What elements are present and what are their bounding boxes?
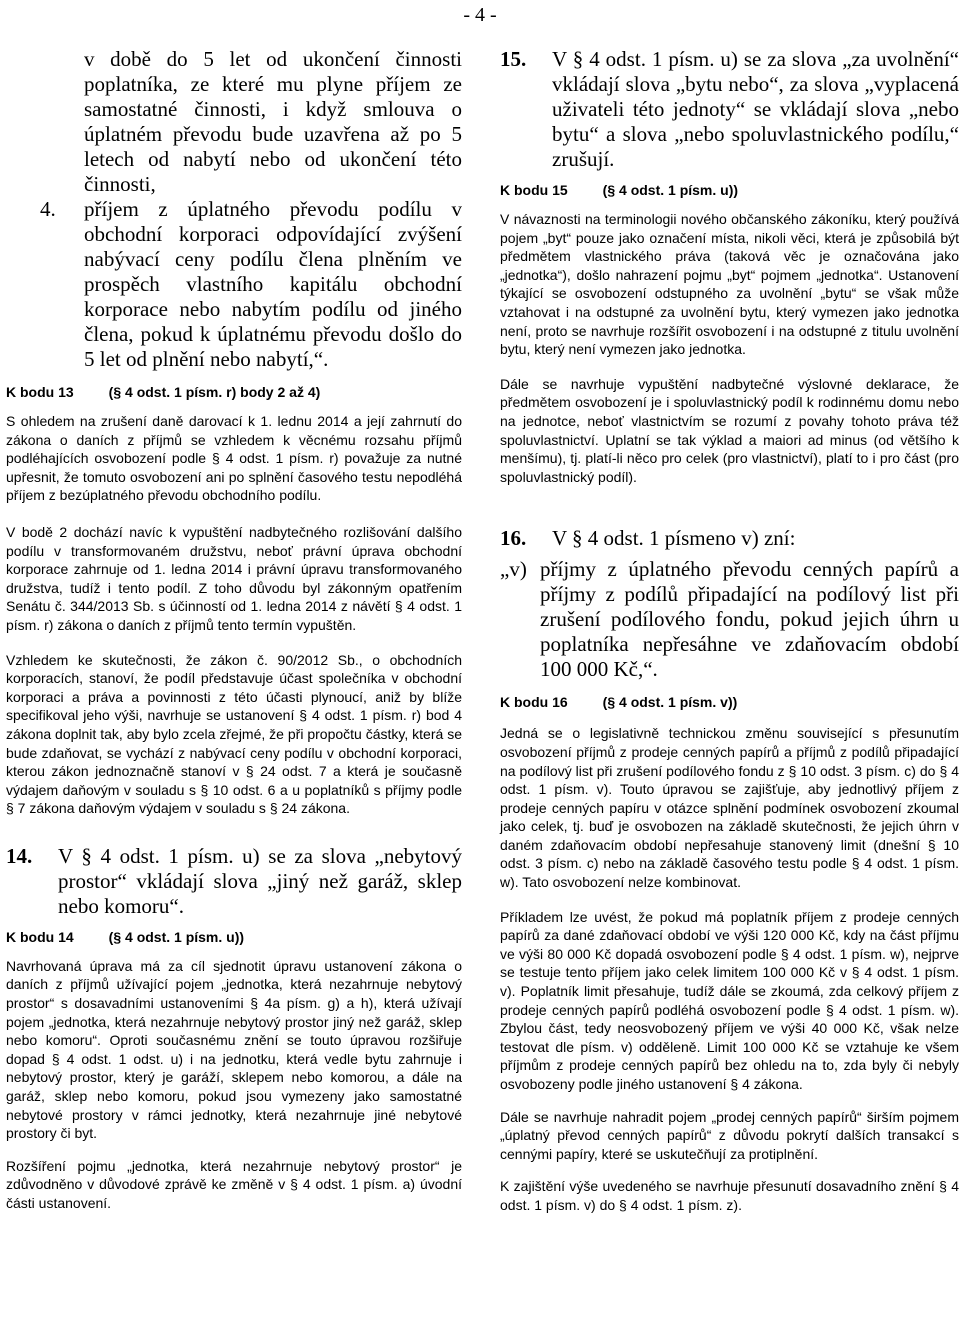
item-15-text: V § 4 odst. 1 písm. u) se za slova „za uvolnění“ vkládají slova „bytu nebo“, za slova „vyplacená uživateli této jednoty“ se vkládají slova „nebo bytu“ a slova „nebo spoluvlastnického podílu,“ zrušují. bbox=[552, 47, 959, 171]
item-14 bbox=[6, 844, 462, 919]
item-16-number: 16. bbox=[500, 526, 527, 551]
k-bodu-15-heading: K bodu 15 (§ 4 odst. 1 písm. u)) bbox=[500, 182, 739, 198]
item-15-number: 15. bbox=[500, 47, 527, 71]
k-bodu-16-para-1: Jedná se o legislativně technickou změnu související s přesunutím osvobození příjmů z prodeje cenných papírů a příjmů z podílů připadající na podílový list při zrušení podílového fondu z § 10 odst. 3 písm. c) do § 4 odst. 1 písm. v). Touto úpravou se zajišťuje, aby jednotlivý příjem z prodeje cenných papíru v otázce splnění podmínek osvobození zkoumal jako celek, tj. buď je osvobozen na základě skutečnosti, že jejich úhrn v daném zdaňovacím období nepřesahuje stanovený limit (dnešní § 10 odst. 3 písm. c) nebo na základě časového testu podle § 4 odst. 1 písm. w). Tato osvobození nelze kombinovat. bbox=[500, 725, 959, 891]
item-16-quoted-text bbox=[500, 557, 959, 682]
item-14-text: V § 4 odst. 1 písm. u) se za slova „nebytový prostor“ vkládají slova „jiný než garáž, sklep nebo komoru“. bbox=[58, 843, 462, 918]
item-4-text: příjem z úplatného převodu podílu v obchodní korporaci odpovídající zvýšení nabývací ceny podílu člena plněním ve prospěch vlastního kapitálu obchodní korporace nebo nabytím podílu od jiného člena, pokud k úplatnému převodu došlo do 5 let od plnění nebo nabytí,“. bbox=[84, 197, 462, 371]
item-4-number: 4. bbox=[40, 197, 56, 221]
k-bodu-14-heading: K bodu 14 (§ 4 odst. 1 písm. u)) bbox=[6, 928, 245, 945]
right-column bbox=[500, 44, 959, 1215]
k-bodu-16-para-3: Dále se navrhuje nahradit pojem „prodej cenných papírů“ širším pojmem „úplatný převod cenných papírů“ z důvodu pokrytí dalších transakcí s cennými papíry, které se uskutečňují za protiplnění. bbox=[500, 1108, 959, 1162]
k-bodu-13-heading: K bodu 13 (§ 4 odst. 1 písm. r) body 2 až 4) bbox=[6, 384, 321, 400]
k-bodu-13-para-1: S ohledem na zrušení daně darovací k 1. lednu 2014 a její zahrnutí do zákona o daních z příjmů se vzhledem k věcnému rozsahu příjmů podléhajících osvobození podle § 4 odst. 1 písm. r) považuje za nutné upřesnit, že tomuto osvobození ani po splnění časového testu nepodléhá příjem z bezúplatného převodu obchodního podílu. bbox=[6, 413, 462, 504]
k-bodu-16-para-2: Příkladem lze uvést, že pokud má poplatník příjem z prodeje cenných papírů za dané zdaňovací období ve výši 120 000 Kč, kdy na část příjmu ve výši 80 000 Kč dopadá osvobození podle § 4 odst. 1 písm. w), nejprve se testuje tento příjem jako celek limitem 100 000 Kč v § 4 odst. 1 písm. v). Poplatník limit přesahuje, tudíž dále se zkoumá, zda celkový příjem z prodeje cenných papírů podléhá osvobození podle § 4 odst. 1 písm. w). Zbylou část, tedy neosvobozený příjem ve výši 40 000 Kč, však nelze testovat dle písm. v) odděleně. Limit 100 000 Kč se vztahuje ke všem příjmům z prodeje cenných papírů bez ohledu na to, zda byly či nebyly osvobozeny podle jiného ustanovení § 4 zákona. bbox=[500, 908, 959, 1092]
k-bodu-14-para-2: Rozšíření pojmu „jednotka, která nezahrnuje nebytový prostor“ je zdůvodněno v důvodové zprávě ke změně v § 4 odst. 1 písm. a) úvodní části ustanovení. bbox=[6, 1157, 462, 1211]
k-bodu-15-para-2: Dále se navrhuje vypuštění nadbytečné výslovné deklarace, že předmětem osvobození je i spoluvlastnický podíl k rodinnému domu nebo na jednotce, neboť vlastnictvím se rozumí z povahy tohoto práva též spoluvlastnictví. Uplatní se tak výklad a maiori ad minus (od většího k menšímu), tj. platí-li něco pro celek (pro vlastnictví), platí to i pro část (pro spoluvlastnický podíl). bbox=[500, 375, 959, 485]
item-3-continuation: v době do 5 let od ukončení činnosti poplatníka, ze které mu plyne příjem ze samostatné činnosti, i když smlouva o úplatném převodu bude uzavřena až po 5 letech od nabytí nebo od ukončení této činnosti, bbox=[84, 47, 462, 196]
k-bodu-14-para-1: Navrhovaná úprava má za cíl sjednotit úpravu ustanovení zákona o daních z příjmů užívající pojem „jednotka, která nezahrnuje nebytový prostor“ s dosavadními ustanoveními § 4a písm. g) a h), která užívají pojem „jednotka, která nezahrnuje nebytový prostor jiný než garáž, sklep nebo komoru“. Oproti současnému znění se touto úpravou rozšiřuje dopad § 4 odst. 1 odst. u) i na jednotku, která vedle bytu zahrnuje i nebytový prostor, který je garáží, sklepem nebo komorou, a dále na garáž, sklep nebo komoru, pokud jsou vymezeny jako samostatné nebytové prostory v rámci jednotky, která nezahrnuje jiné nebytové prostory či byt. bbox=[6, 957, 462, 1142]
item-14-number: 14. bbox=[6, 843, 33, 868]
k-bodu-16-para-4: K zajištění výše uvedeného se navrhuje přesunutí dosavadního znění § 4 odst. 1 písm. v) do § 4 odst. 1 písm. z). bbox=[500, 1178, 959, 1213]
k-bodu-16-heading: K bodu 16 (§ 4 odst. 1 písm. v)) bbox=[500, 694, 738, 711]
item-16-quote-body: příjmy z úplatného převodu cenných papírů a příjmy z podílů připadající na podílový list při zrušení podílového fondu, pokud jejich úhrn u poplatníka nepřesáhne ve zdaňovacím období 100 000 Kč,“. bbox=[540, 557, 959, 682]
k-bodu-15-para-1: V návaznosti na terminologii nového občanského zákoníku, který používá pojem „byt“ pouze jako označení místa, nikoli věci, která je způsobilá být předmětem vlastnického práva (taková věc je označována jako „jednotka“), došlo nahrazení pojmu „byt“ pojmem „jednotka“. Ustanovení týkající se osvobození odstupného za uvolnění „bytu“ se však může vztahovat i na odstupné za uvolnění bytu, který vymezen jako jednotka není, proto se navrhuje rozšířit osvobození i na odstupné z titulu uvolnění bytu, který není vymezen jako jednotka. bbox=[500, 211, 959, 358]
item-16 bbox=[500, 526, 959, 551]
item-15 bbox=[500, 47, 959, 172]
left-column bbox=[6, 44, 462, 1213]
k-bodu-13-para-2: V bodě 2 dochází navíc k vypuštění nadbytečného rozlišování dalšího podílu v transformovaném družstvu, neboť právní úprava obchodní korporace zahrnuje od 1. ledna 2014 i právní úpravu transformovaného družstva, tudíž i tento podíl. Z toho důvodu byl zákonným opatřením Senátu č. 344/2013 Sb. s účinností od 1. ledna 2014 z návětí § 4 odst. 1 písm. r) zákona o daních z příjmů tento termín vypuštěn. bbox=[6, 523, 462, 633]
item-16-quote-letter: „v) bbox=[500, 557, 527, 582]
k-bodu-13-para-3: Vzhledem ke skutečnosti, že zákon č. 90/2012 Sb., o obchodních korporacích, stanoví, že podíl představuje účast společníka v obchodní korporaci a práva a povinnosti z této účasti plynoucí, aniž by blíže specifikoval jeho výši, navrhuje se ustanovení § 4 odst. 1 písm. r) bod 4 zákona doplnit tak, aby bylo zcela zřejmé, že při propočtu částky, která se bude zdaňovat, se vychází z nabývací ceny podílu v obchodní korporaci, kterou zákon jednoznačně stanoví v § 24 odst. 7 a která je současně výdajem daňovým v souladu s § 10 odst. 6 a u poplatníků s příjmy podle § 7 zákona daňovým výdajem v souladu s § 24 zákona. bbox=[6, 651, 462, 817]
item-4 bbox=[40, 197, 462, 372]
page-number: - 4 - bbox=[463, 4, 497, 26]
item-16-text: V § 4 odst. 1 písmeno v) zní: bbox=[552, 526, 796, 551]
